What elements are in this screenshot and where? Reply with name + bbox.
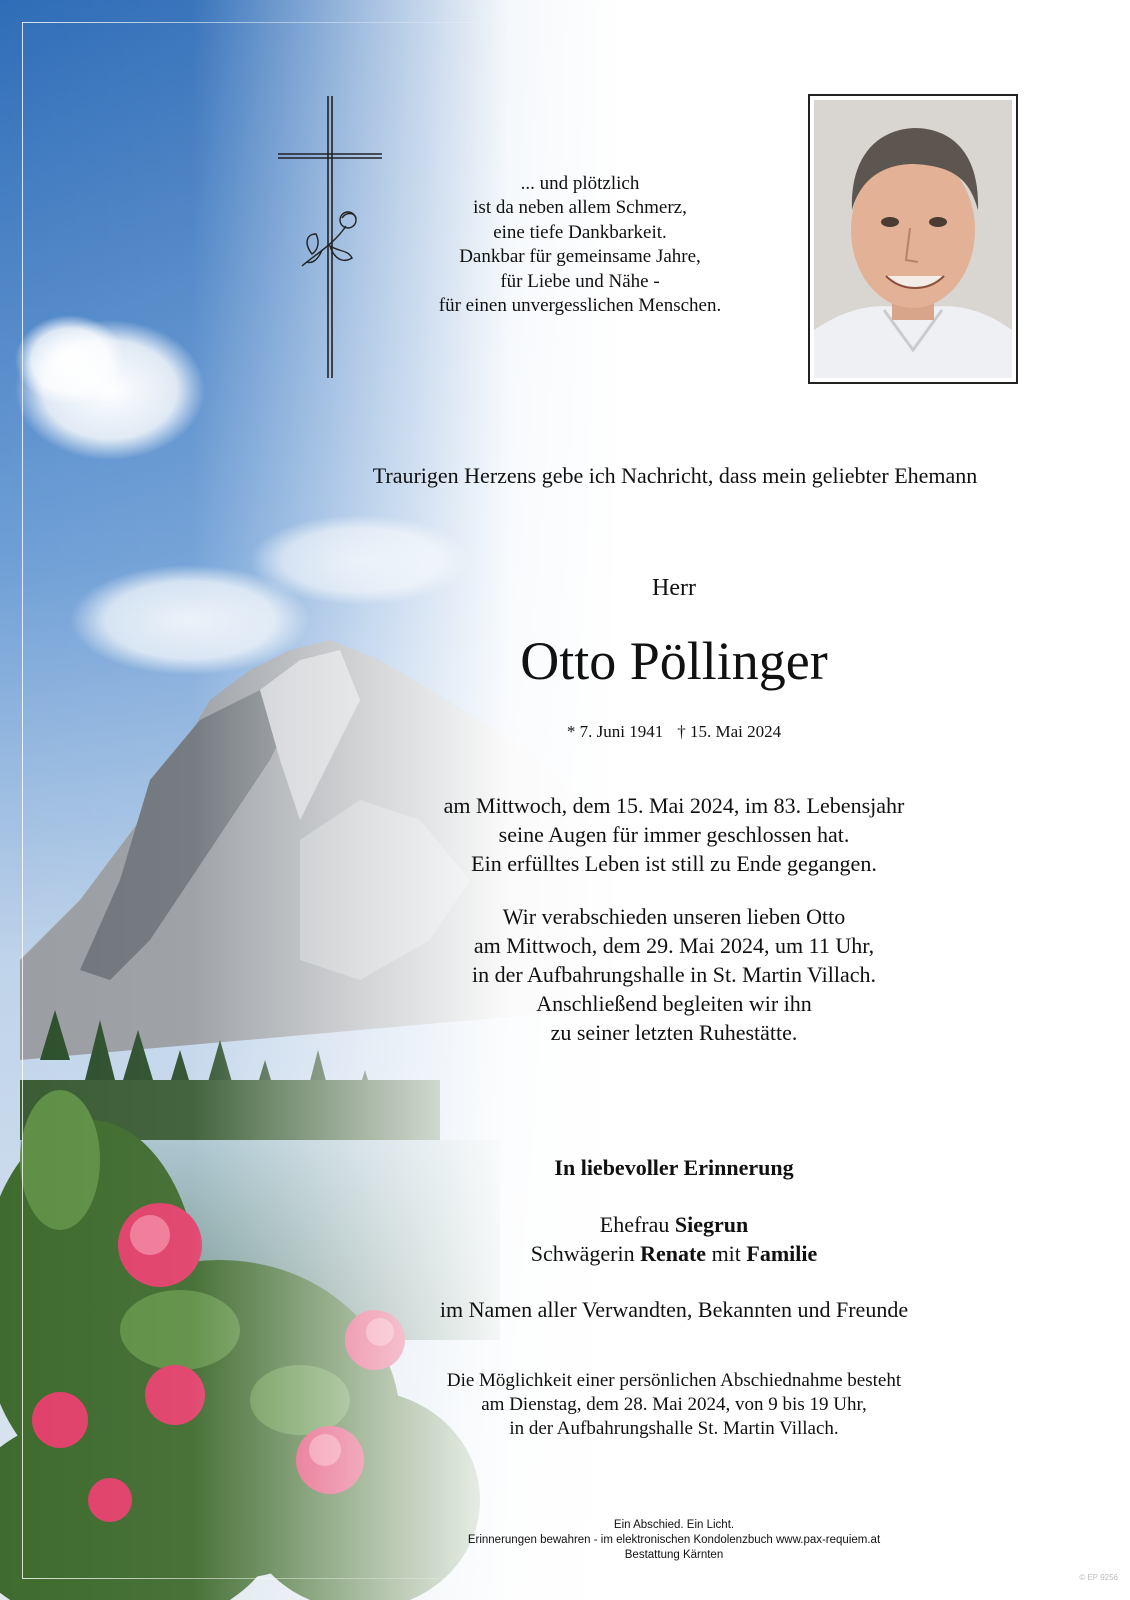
- cross-with-rose-icon: [276, 94, 386, 380]
- poem-line: eine tiefe Dankbarkeit.: [493, 221, 667, 243]
- footer-line: Ein Abschied. Ein Licht.: [613, 1519, 735, 1531]
- mourner-wife: [374, 1210, 974, 1239]
- poem-line: für einen unvergesslichen Menschen.: [438, 295, 722, 317]
- poem-line: Dankbar für gemeinsame Jahre,: [459, 246, 701, 268]
- mourner-name: Siegrun: [674, 1212, 749, 1237]
- mourner-sister-in-law: [374, 1239, 974, 1268]
- deceased-name: Otto Pöllinger: [520, 631, 828, 691]
- frame-line-top: [22, 22, 582, 23]
- funeral-line: Wir verabschieden unseren lieben Otto: [502, 904, 846, 929]
- footer: [374, 1518, 974, 1563]
- death-date: † 15. Mai 2024: [677, 722, 782, 741]
- mourners-list: [374, 1210, 974, 1268]
- viewing-details: [374, 1369, 974, 1441]
- death-notice-line: seine Augen für immer geschlossen hat.: [498, 822, 850, 847]
- death-notice: [324, 791, 1024, 878]
- viewing-line: Die Möglichkeit einer persönlichen Abschiednahme besteht: [446, 1370, 902, 1391]
- memory-heading: In liebevoller Erinnerung: [554, 1155, 794, 1180]
- portrait-illustration: [814, 100, 1012, 378]
- mourner-name: Renate: [640, 1241, 707, 1266]
- funeral-line: am Mittwoch, dem 29. Mai 2024, um 11 Uhr,: [473, 933, 875, 958]
- intro-text: Traurigen Herzens gebe ich Nachricht, dass mein geliebter Ehemann: [372, 463, 978, 488]
- frame-line-left: [22, 22, 23, 1578]
- mourner-family: Familie: [746, 1241, 818, 1266]
- product-code: © EP 9256: [1079, 1573, 1118, 1582]
- poem: [400, 172, 760, 318]
- mourner-relation: Schwägerin: [530, 1241, 635, 1266]
- life-dates: [474, 722, 874, 742]
- funeral-line: zu seiner letzten Ruhestätte.: [550, 1020, 798, 1045]
- footer-line: Erinnerungen bewahren - im elektronischen Kondolenzbuch www.pax-requiem.at: [467, 1534, 881, 1546]
- funeral-line: Anschließend begleiten wir ihn: [536, 991, 812, 1016]
- portrait-photo: [808, 94, 1018, 384]
- death-notice-line: am Mittwoch, dem 15. Mai 2024, im 83. Lebensjahr: [443, 793, 905, 818]
- viewing-line: am Dienstag, dem 28. Mai 2024, von 9 bis 19 Uhr,: [481, 1394, 867, 1415]
- funeral-details: [324, 902, 1024, 1047]
- poem-line: für Liebe und Nähe -: [500, 270, 660, 292]
- viewing-line: in der Aufbahrungshalle St. Martin Villach.: [509, 1418, 839, 1439]
- on-behalf-text: im Namen aller Verwandten, Bekannten und Freunde: [439, 1297, 909, 1322]
- poem-line: ... und plötzlich: [520, 173, 640, 194]
- salutation: Herr: [652, 575, 696, 601]
- mourner-connector: mit: [711, 1241, 741, 1266]
- birth-date: * 7. Juni 1941: [566, 722, 664, 741]
- frame-line-bottom: [22, 1578, 582, 1579]
- footer-line: Bestattung Kärnten: [624, 1549, 724, 1561]
- funeral-line: in der Aufbahrungshalle in St. Martin Villach.: [472, 962, 876, 987]
- death-notice-line: Ein erfülltes Leben ist still zu Ende gegangen.: [471, 851, 877, 876]
- poem-line: ist da neben allem Schmerz,: [473, 197, 687, 219]
- mourner-relation: Ehefrau: [599, 1212, 670, 1237]
